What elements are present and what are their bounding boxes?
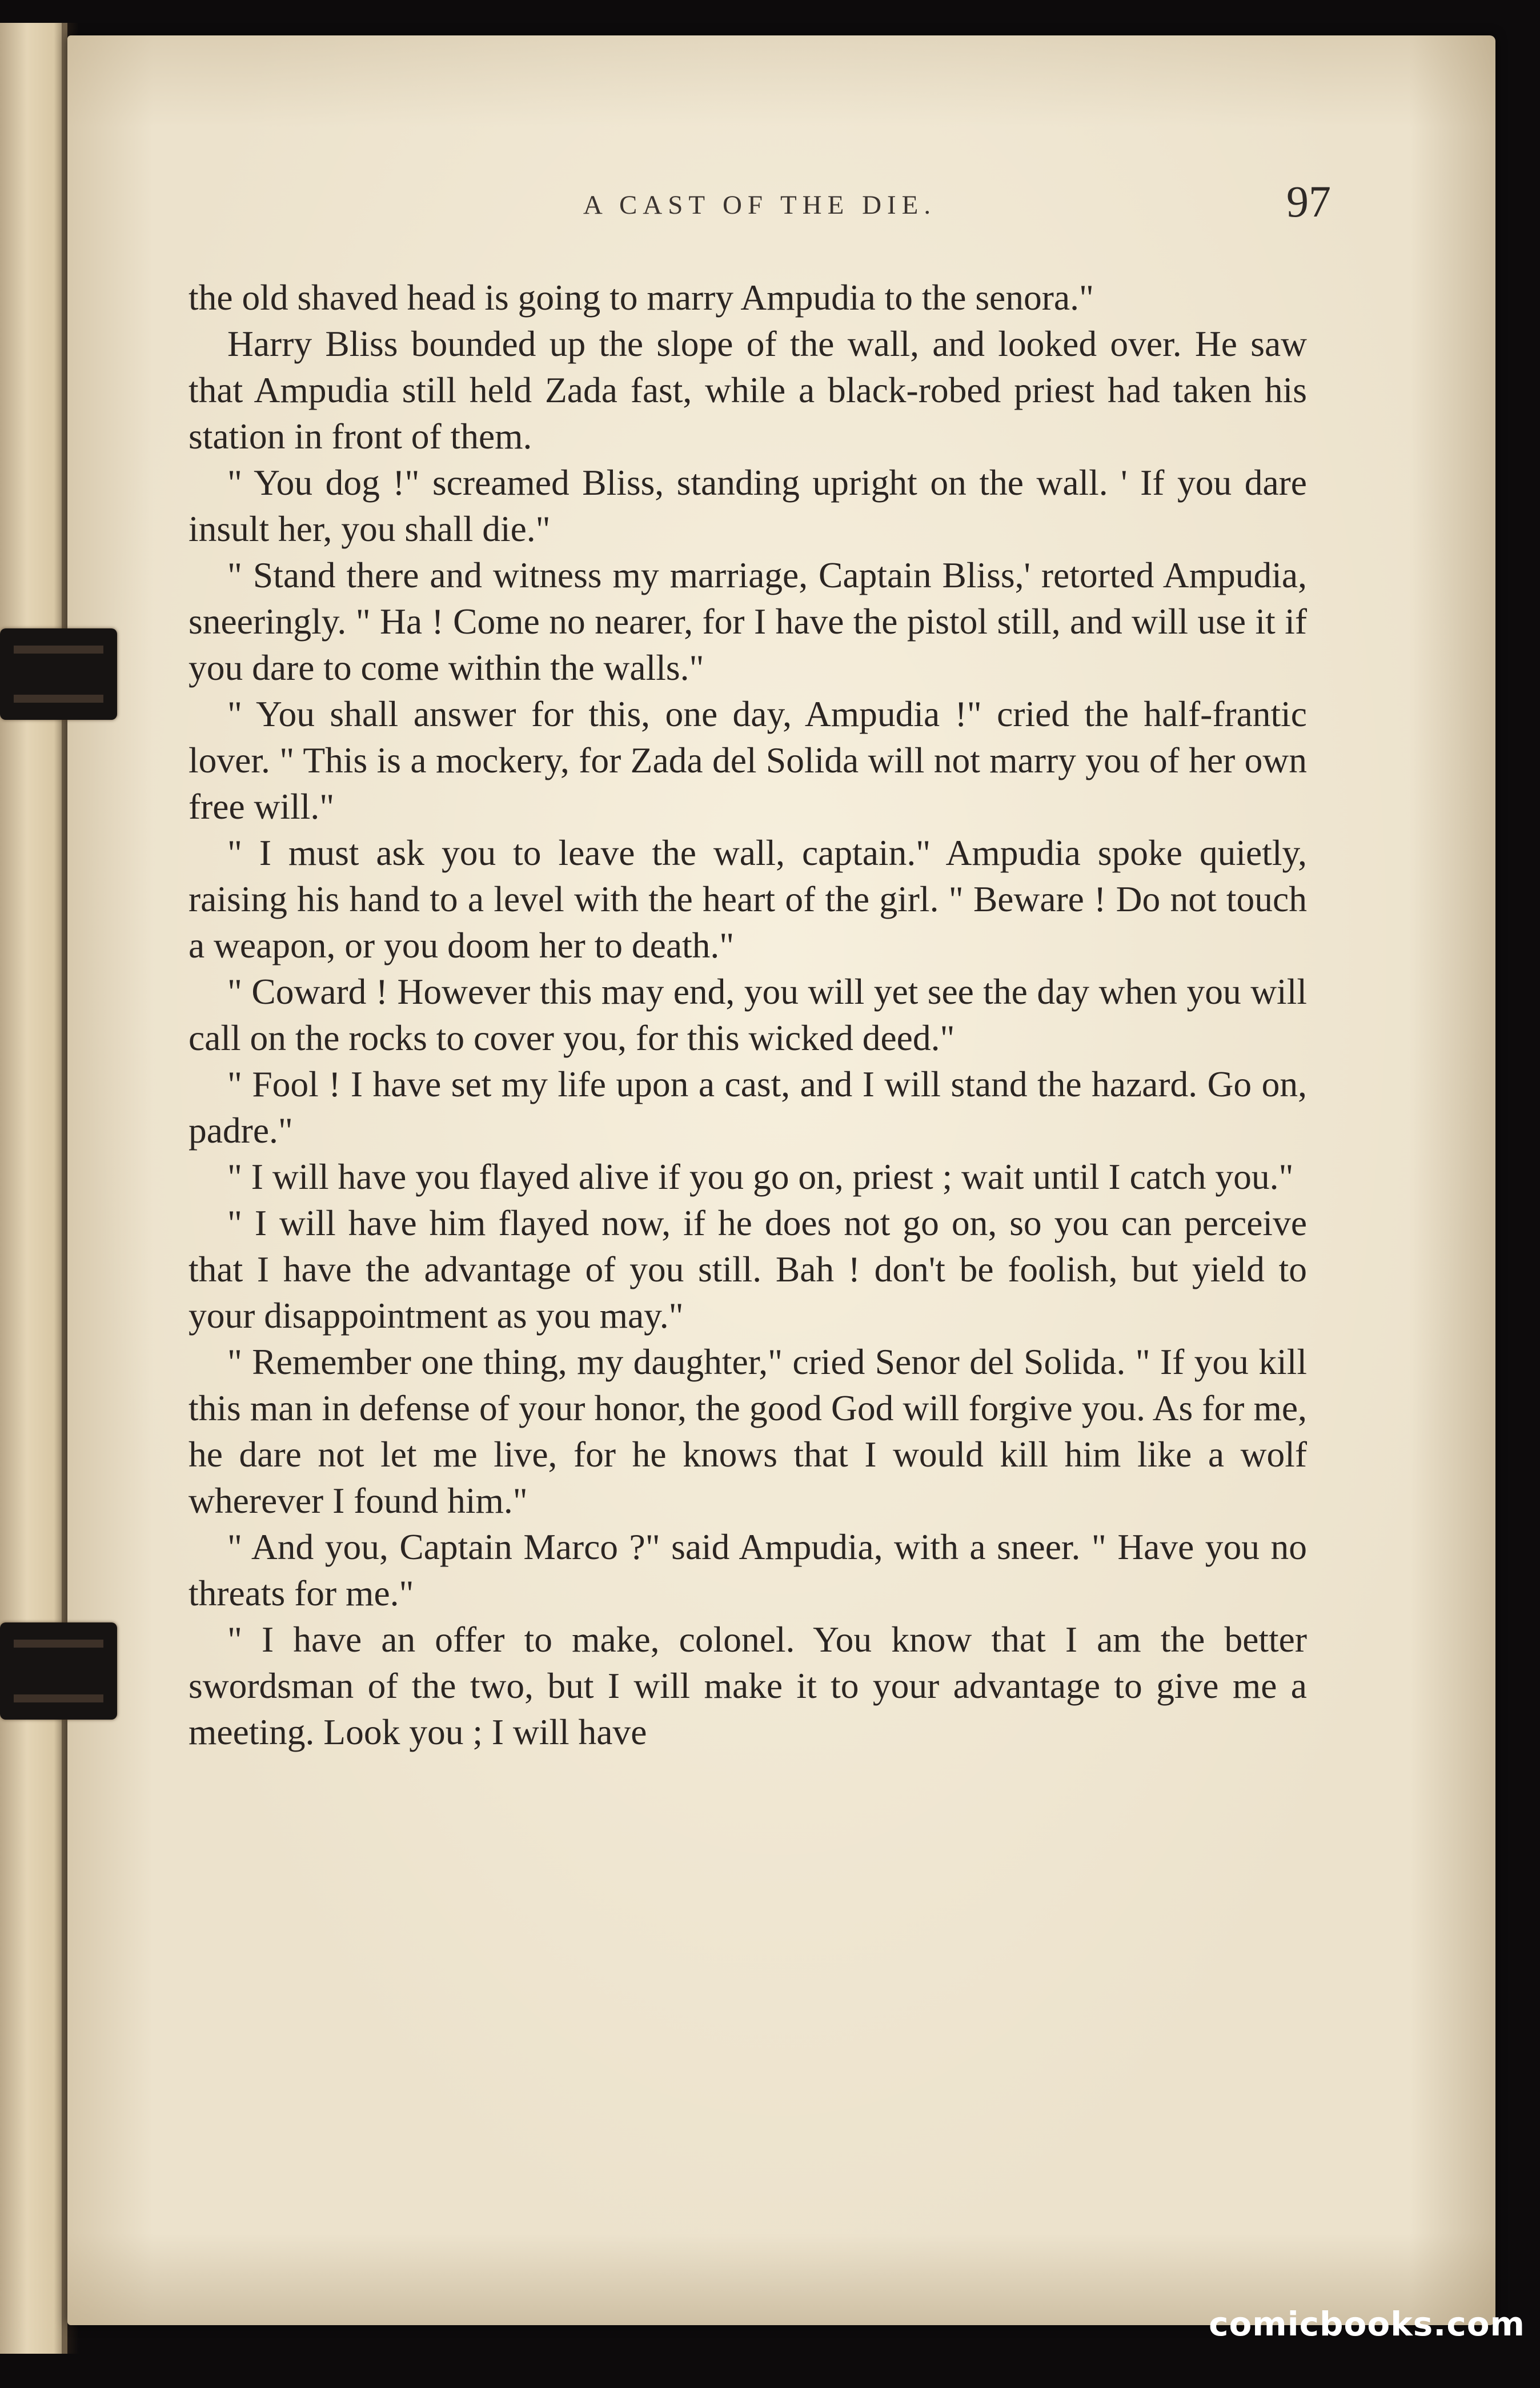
paragraph: " I must ask you to leave the wall, captain." Ampudia spoke quietly, raising his hand to a level with the heart of the girl. " Beware ! Do not touch a weapon, or you doom her to death."	[189, 832, 1307, 965]
paragraph: " You dog !" screamed Bliss, standing upright on the wall. ' If you dare insult her, you shall die."	[189, 462, 1307, 549]
binding-staple-top	[0, 628, 117, 720]
paragraph: Harry Bliss bounded up the slope of the wall, and looked over. He saw that Ampudia still held Zada fast, while a black-robed priest had taken his station in front of them.	[189, 323, 1307, 456]
paragraph: " Coward ! However this may end, you will yet see the day when you will call on the rocks to cover you, for this wicked deed."	[189, 971, 1307, 1058]
paragraph: " And you, Captain Marco ?" said Ampudia, with a sneer. " Have you no threats for me."	[189, 1526, 1307, 1613]
body-text	[189, 274, 1307, 2177]
paragraph: the old shaved head is going to marry Ampudia to the senora."	[189, 277, 1094, 318]
paragraph: " I will have you flayed alive if you go on, priest ; wait until I catch you."	[227, 1156, 1294, 1197]
paragraph: " I will have him flayed now, if he does not go on, so you can perceive that I have the advantage of you still. Bah ! don't be foolish, but yield to your disappointment as you may."	[189, 1203, 1307, 1336]
paragraph: " I have an offer to make, colonel. You know that I am the better swordsman of the two, but I will make it to your advantage to give me a meeting. Look you ; I will have	[189, 1619, 1307, 1752]
page-number: 97	[1286, 177, 1331, 226]
watermark: comicbooks.com	[1209, 2305, 1525, 2343]
previous-page-edge	[0, 23, 67, 2354]
paragraph: " You shall answer for this, one day, Ampudia !" cried the half-frantic lover. " This is a mockery, for Zada del Solida will not marry you of her own free will."	[189, 694, 1307, 827]
paragraph: " Fool ! I have set my life upon a cast, and I will stand the hazard. Go on, padre."	[189, 1064, 1307, 1151]
paragraph: " Remember one thing, my daughter," cried Senor del Solida. " If you kill this man in defense of your honor, the good God will forgive you. As for me, he dare not let me live, for he knows that I would kill him like a wolf wherever I found him."	[189, 1341, 1307, 1521]
binding-staple-bottom	[0, 1622, 117, 1720]
paragraph: " Stand there and witness my marriage, Captain Bliss,' retorted Ampudia, sneeringly. " Ha ! Come no nearer, for I have the pistol still, and will use it if you dare to come within the walls."	[189, 555, 1307, 688]
running-head	[189, 171, 1331, 234]
running-head-title: A CAST OF THE DIE.	[583, 190, 937, 220]
